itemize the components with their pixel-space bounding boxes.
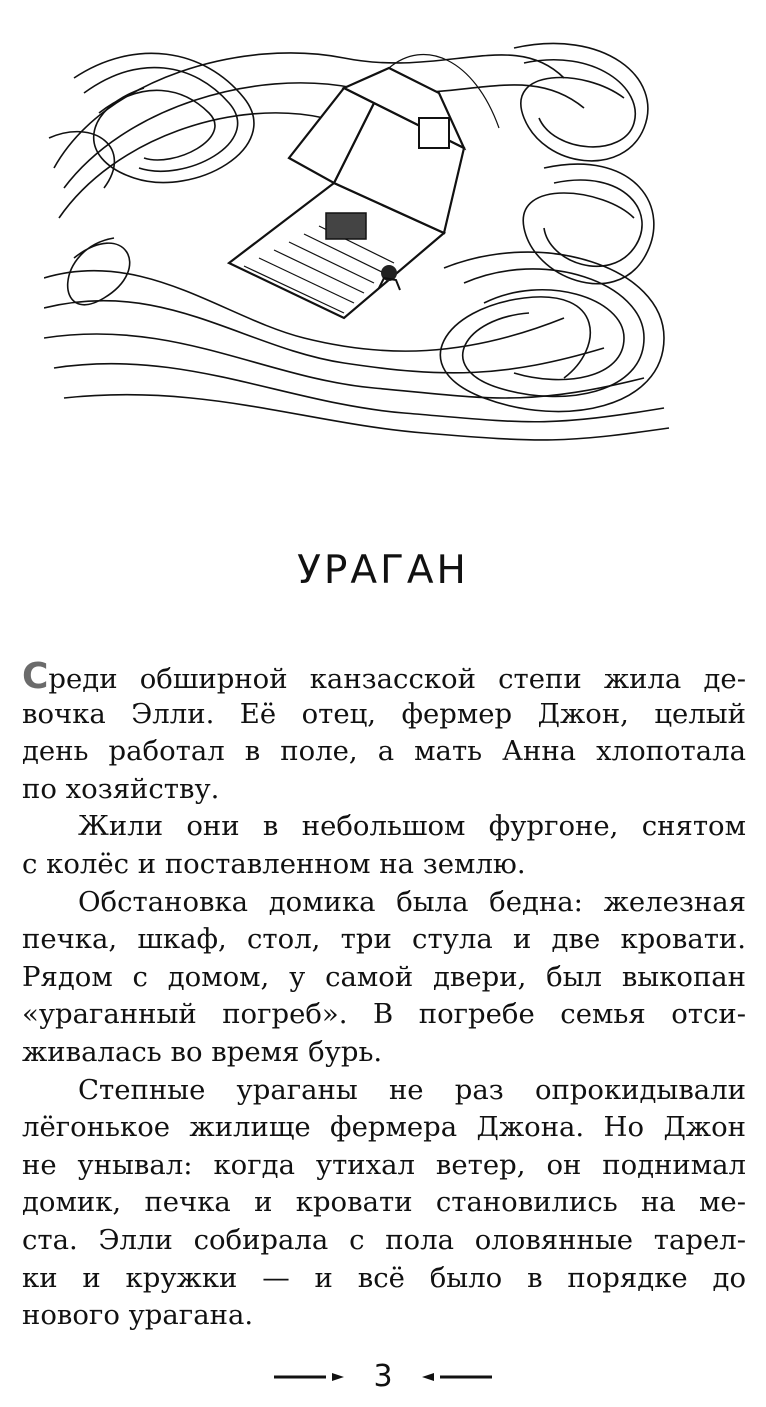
text-line: не унывал: когда утихал ветер, он поднимал — [22, 1148, 746, 1181]
text-line: лёгонькое жилище фермера Джона. Но Джон — [22, 1111, 746, 1144]
text-line: день работал в поле, а мать Анна хлопотала — [22, 735, 746, 768]
text-line: Жили они в небольшом фургоне, снятом — [78, 810, 746, 843]
left-ornament-icon — [274, 1370, 346, 1384]
text-line: ста. Элли собирала с пола оловянные тарел- — [22, 1223, 746, 1256]
text-line: Обстановка домика была бедна: железная — [78, 885, 746, 918]
chapter-text — [22, 658, 746, 1335]
house-in-tornado-illustration — [44, 18, 676, 446]
chapter-title: УРАГАН — [297, 548, 469, 593]
text-line: Рядом с домом, у самой двери, был выкопан — [22, 960, 746, 993]
text-line: «ураганный погреб». В погребе семья отси- — [22, 998, 746, 1031]
text-line: Степные ураганы не раз опрокидывали — [78, 1073, 746, 1106]
paragraph — [22, 808, 746, 883]
page-number-footer — [0, 1358, 766, 1394]
paragraph — [22, 1072, 746, 1335]
page-number: 3 — [373, 1359, 393, 1394]
text-line: печка, шкаф, стол, три стула и две кровати. — [22, 923, 746, 956]
text-line: домик, печка и кровати становились на ме- — [22, 1186, 746, 1219]
text-line: вочка Элли. Её отец, фермер Джон, целый — [22, 697, 746, 730]
text-line: живалась во время бурь. — [22, 1035, 383, 1068]
text-line: нового урагана. — [22, 1299, 254, 1332]
text-line: по хозяйству. — [22, 772, 220, 805]
paragraph — [22, 658, 746, 808]
text-line: ки и кружки — и всё было в порядке до — [22, 1261, 746, 1294]
right-ornament-icon — [420, 1370, 492, 1384]
paragraph — [22, 884, 746, 1072]
text-line: с колёс и поставленном на землю. — [22, 847, 526, 880]
text-line: Среди обширной канзасской степи жила де- — [22, 656, 746, 697]
drop-cap: С — [22, 656, 49, 697]
